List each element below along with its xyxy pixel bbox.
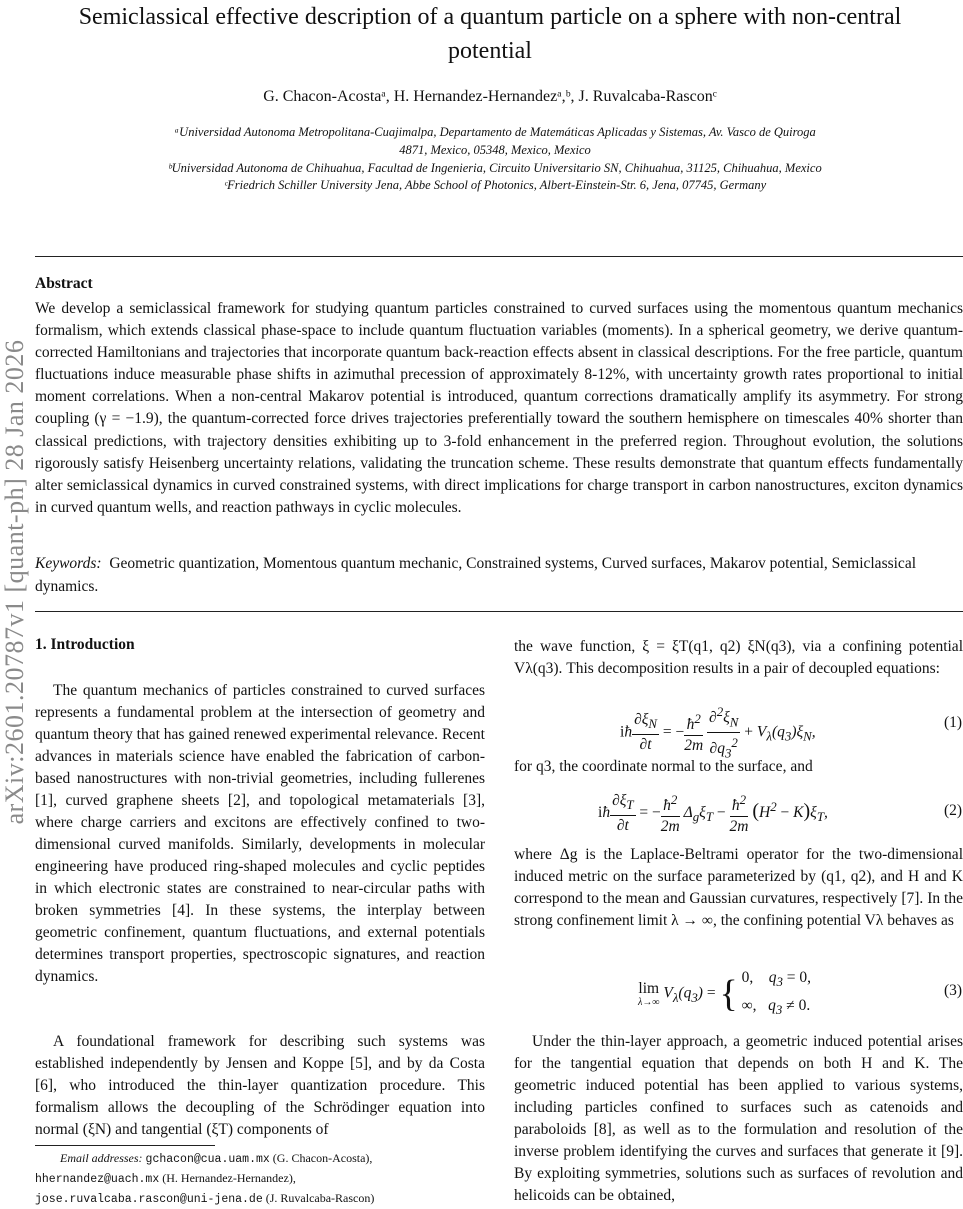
equation-3-number: (3)	[944, 982, 963, 999]
affiliation-b: ᵇUniversidad Autonoma de Chihuahua, Facultad de Ingenieria, Circuito Universitario SN, Chihuahua, 31125, Chihuahua, Mexico	[168, 161, 822, 175]
equation-2: iħ $\frac{\partial\xi_T}{\partial t}$ = − $\frac{ħ^2}{2m}$ $\Delta_g\xi_T$ − $\frac{ħ^2}{2m}$ $(H^2 - K)\xi_T$,	[598, 792, 828, 836]
abstract-text: We develop a semiclassical framework for studying quantum particles constrained to curved surfaces using the momentous quantum mechanics formalism, which extends classical phase-space to include quantum fluctuation variables (moments). In a spherical geometry, we derive quantum-corrected Hamiltonians and trajectories that incorporate quantum back-reaction effects absent in classical descriptions. For the free particle, quantum fluctuations induce measurable phase shifts in azimuthal precession of approximately 8-12%, with uncertainty growth rates proportional to initial moment correlations. When a non-central Makarov potential is introduced, quantum corrections dramatically amplify its asymmetry. For strong coupling (γ = −1.9), the quantum-corrected force drives trajectories preferentially toward the southern hemisphere on timescales 40% shorter than classical predictions, with trajectory densities exhibiting up to 3-fold enhancement in the preferred region. Throughout evolution, the solutions rigorously satisfy Heisenberg uncertainty relations, validating the truncation scheme. These results demonstrate that quantum effects fundamentally alter semiclassical dynamics in curved constrained systems, with direct implications for charge transport in carbon nanostructures, exciton dynamics in curved quantum wells, and reaction pathways in cyclic molecules.	[35, 300, 963, 516]
divider-top	[35, 256, 963, 257]
email-owner-1: (G. Chacon-Acosta),	[272, 1151, 373, 1165]
paper-title	[30, 0, 950, 68]
right-paragraph-3: where Δg is the Laplace-Beltrami operator for the two-dimensional induced metric on the surface parameterized by (q1, q2), and H and K correspond to the mean and Gaussian curvatures, respectively [7]. In the strong confinement limit λ → ∞, the confining potential Vλ behaves as	[514, 846, 963, 929]
intro-paragraph-2: A foundational framework for describing such systems was established independently by Jensen and Koppe [5], and by da Costa [6], who introduced the thin-layer quantization procedure. This formalism allows the decoupling of the Schrödinger equation into normal (ξN) and tangential (ξT) components of	[35, 1033, 485, 1138]
keywords	[35, 553, 963, 598]
email-link-2[interactable]: hhernandez@uach.mx	[35, 1173, 160, 1186]
affiliation-a-line1: ᵃUniversidad Autonoma Metropolitana-Cuajimalpa, Departamento de Matemáticas Aplicadas y Sistemas, Av. Vasco de Quiroga	[174, 125, 816, 139]
footnote-emails	[35, 1149, 485, 1209]
right-paragraph-4: Under the thin-layer approach, a geometric induced potential arises for the tangential equation that depends on both H and K. The geometric induced potential has been applied to various systems, including particles confined to surfaces such as catenoids and paraboloids [8], as well as to the formulation and resolution of the inverse problem identifying the curves and surfaces that generate it [9]. By exploiting symmetries, solutions such as surfaces of revolution and helicoids can be obtained,	[514, 1033, 963, 1204]
equation-3: lim λ→∞ $V_\lambda(q_3)$ = { 0, $q_3 = 0$, ∞, $q_3 \ne 0$.	[638, 969, 812, 1018]
equation-2-number: (2)	[944, 802, 963, 819]
email-link-1[interactable]: gchacon@cua.uam.mx	[145, 1153, 270, 1166]
section-heading-introduction: 1. Introduction	[35, 636, 135, 653]
footnote-rule	[35, 1145, 215, 1146]
title-line-2: potential	[448, 38, 532, 64]
author-list: G. Chacon-Acostaᵃ, H. Hernandez-Hernandezᵃ,ᵇ, J. Ruvalcaba-Rasconᶜ	[263, 88, 717, 105]
affiliation-c: ᶜFriedrich Schiller University Jena, Abbe School of Photonics, Albert-Einstein-Str. 6, Jena, 07745, Germany	[223, 178, 767, 192]
equation-1: iħ $\frac{\partial\xi_N}{\partial t}$ = − $\frac{ħ^2}{2m}$ $\frac{\partial^2\xi_N}{\partial q_3^2}$ + $V_\lambda(q_3)\xi_N$,	[620, 704, 816, 761]
right-paragraph-2: for q3, the coordinate normal to the surface, and	[514, 758, 813, 775]
abstract-heading: Abstract	[35, 275, 93, 292]
email-link-3[interactable]: jose.ruvalcaba.rascon@uni-jena.de	[35, 1193, 263, 1206]
arxiv-stamp-text: arXiv:2601.20787v1 [quant-ph] 28 Jan 2026	[0, 339, 29, 825]
equation-1-number: (1)	[944, 714, 963, 731]
arxiv-stamp	[0, 262, 35, 902]
keywords-label: Keywords:	[35, 555, 102, 572]
title-line-1: Semiclassical effective description of a quantum particle on a sphere with non-central	[78, 4, 902, 30]
email-label: Email addresses:	[60, 1151, 143, 1165]
divider-bottom	[35, 611, 963, 612]
intro-paragraph-1: The quantum mechanics of particles constrained to curved surfaces represents a fundamental problem at the intersection of geometry and quantum theory that has gained renewed experimental relevance. Recent advances in materials science have enabled the fabrication of carbon-based nanostructures with non-trivial geometries, including fullerenes [1], curved graphene sheets [2], and topological metamaterials [3], where charge carriers and excitons are effectively confined to two-dimensional curved manifolds. Similarly, developments in molecular engineering have produced ring-shaped molecules and cyclic peptides in which electronic states are constrained to near-circular paths with broken symmetries [4]. In these systems, the interplay between geometric confinement, quantum fluctuations, and external potentials determines transport properties, spectroscopic signatures, and reaction dynamics.	[35, 682, 485, 985]
keywords-text: Geometric quantization, Momentous quantum mechanic, Constrained systems, Curved surfaces, Makarov potential, Semiclassical dynamics.	[35, 555, 917, 595]
affiliation-a-line2: 4871, Mexico, 05348, Mexico, Mexico	[399, 143, 591, 157]
email-owner-2: (H. Hernandez-Hernandez),	[162, 1171, 296, 1185]
email-owner-3: (J. Ruvalcaba-Rascon)	[265, 1191, 375, 1205]
right-paragraph-1: the wave function, ξ = ξT(q1, q2) ξN(q3), via a confining potential Vλ(q3). This decomposition results in a pair of decoupled equations:	[514, 638, 963, 677]
